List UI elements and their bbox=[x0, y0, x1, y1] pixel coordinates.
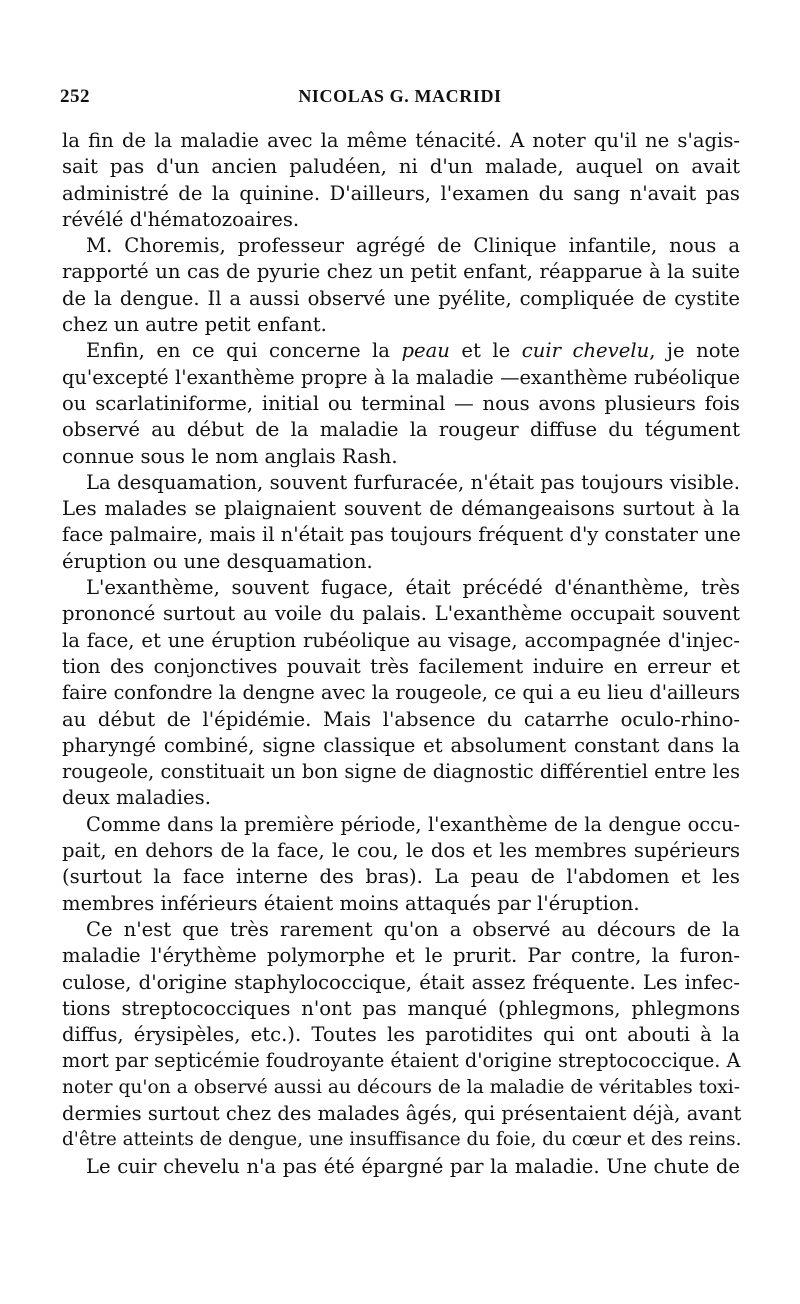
text-line: membres inférieurs étaient moins attaqués par l'éruption. bbox=[62, 891, 640, 915]
text-line: tion des conjonctives pouvait très facilement induire en erreur et bbox=[62, 654, 740, 678]
text-line: pait, en dehors de la face, le cou, le dos et les membres supérieurs bbox=[62, 839, 740, 863]
text-line: éruption ou une desquamation. bbox=[62, 549, 373, 573]
text-line: Ce n'est que très rarement qu'on a observé au décours de la bbox=[86, 917, 740, 941]
text-line: faire confondre la dengne avec la rougeole, ce qui a eu lieu d'ailleurs bbox=[62, 681, 740, 705]
text-line: tions streptococciques n'ont pas manqué (phlegmons, phlegmons bbox=[62, 996, 740, 1020]
text-line: d'être atteints de dengue, une insuffisance du foie, du cœur et des reins. bbox=[62, 1129, 742, 1151]
text-line-mixed bbox=[62, 338, 740, 364]
text-line: connue sous le nom anglais Rash. bbox=[62, 444, 398, 468]
text-line: la face, et une éruption rubéolique au visage, accompagnée d'injec- bbox=[62, 628, 740, 652]
text-line: rapporté un cas de pyurie chez un petit enfant, réapparue à la suite bbox=[62, 260, 740, 284]
text-line: révélé d'hématozoaires. bbox=[62, 207, 300, 231]
text-line: (surtout la face interne des bras). La peau de l'abdomen et les bbox=[62, 865, 740, 889]
text-line: diffus, érysipèles, etc.). Toutes les parotidites qui ont abouti à la bbox=[62, 1023, 740, 1047]
text-line: culose, d'origine staphylococcique, était assez fréquente. Les infec- bbox=[62, 970, 740, 994]
text-line: dermies surtout chez des malades âgés, qui présentaient déjà, avant bbox=[62, 1101, 742, 1125]
text-segment: , je note bbox=[649, 339, 740, 363]
page-number: 252 bbox=[60, 86, 90, 107]
text-line: deux maladies. bbox=[62, 786, 211, 810]
text-line: Les malades se plaignaient souvent de démangeaisons surtout à la bbox=[62, 497, 740, 521]
text-line: Comme dans la première période, l'exanthème de la dengue occu- bbox=[86, 812, 740, 836]
text-line: administré de la quinine. D'ailleurs, l'examen du sang n'avait pas bbox=[62, 181, 740, 205]
text-segment: Enfin, en ce qui concerne la bbox=[86, 339, 402, 363]
text-line: de la dengue. Il a aussi observé une pyélite, compliquée de cystite bbox=[62, 286, 740, 310]
text-line: pharyngé combiné, signe classique et absolument constant dans la bbox=[62, 733, 740, 757]
text-line: sait pas d'un ancien paludéen, ni d'un malade, auquel on avait bbox=[62, 155, 740, 179]
text-line: prononcé surtout au voile du palais. L'exanthème occupait souvent bbox=[62, 602, 740, 626]
italic-term: cuir chevelu bbox=[521, 339, 650, 363]
text-line: mort par septicémie foudroyante étaient d'origine streptococcique. A bbox=[62, 1049, 741, 1073]
text-line: maladie l'érythème polymorphe et le prurit. Par contre, la furon- bbox=[62, 944, 740, 968]
text-line: La desquamation, souvent furfuracée, n'était pas toujours visible. bbox=[86, 470, 740, 494]
text-line: au début de l'épidémie. Mais l'absence du catarrhe oculo-rhino- bbox=[62, 707, 740, 731]
body-text bbox=[62, 128, 740, 1180]
text-line: M. Choremis, professeur agrégé de Clinique infantile, nous a bbox=[86, 234, 740, 258]
running-head: NICOLAS G. MACRIDI bbox=[298, 86, 502, 106]
text-line: Le cuir chevelu n'a pas été épargné par la maladie. Une chute de bbox=[86, 1154, 740, 1178]
text-line: qu'excepté l'exanthème propre à la maladie —exanthème rubéolique bbox=[62, 365, 740, 389]
text-line: noter qu'on a observé aussi au décours de la maladie de véritables toxi- bbox=[62, 1076, 740, 1098]
text-line: observé au début de la maladie la rougeur diffuse du tégument bbox=[62, 418, 740, 442]
text-line: chez un autre petit enfant. bbox=[62, 313, 327, 337]
text-line: rougeole, constituait un bon signe de diagnostic différentiel entre les bbox=[62, 760, 740, 784]
text-line: ou scarlatiniforme, initial ou terminal — nous avons plusieurs fois bbox=[62, 391, 740, 415]
page-header bbox=[60, 86, 740, 112]
italic-term: peau bbox=[401, 339, 450, 363]
text-line: face palmaire, mais il n'était pas toujours fréquent d'y constater une bbox=[62, 523, 741, 547]
text-segment: et le bbox=[449, 339, 522, 363]
text-line: L'exanthème, souvent fugace, était précédé d'énanthème, très bbox=[86, 576, 740, 600]
text-line: la fin de la maladie avec la même ténacité. A noter qu'il ne s'agis- bbox=[62, 129, 740, 152]
